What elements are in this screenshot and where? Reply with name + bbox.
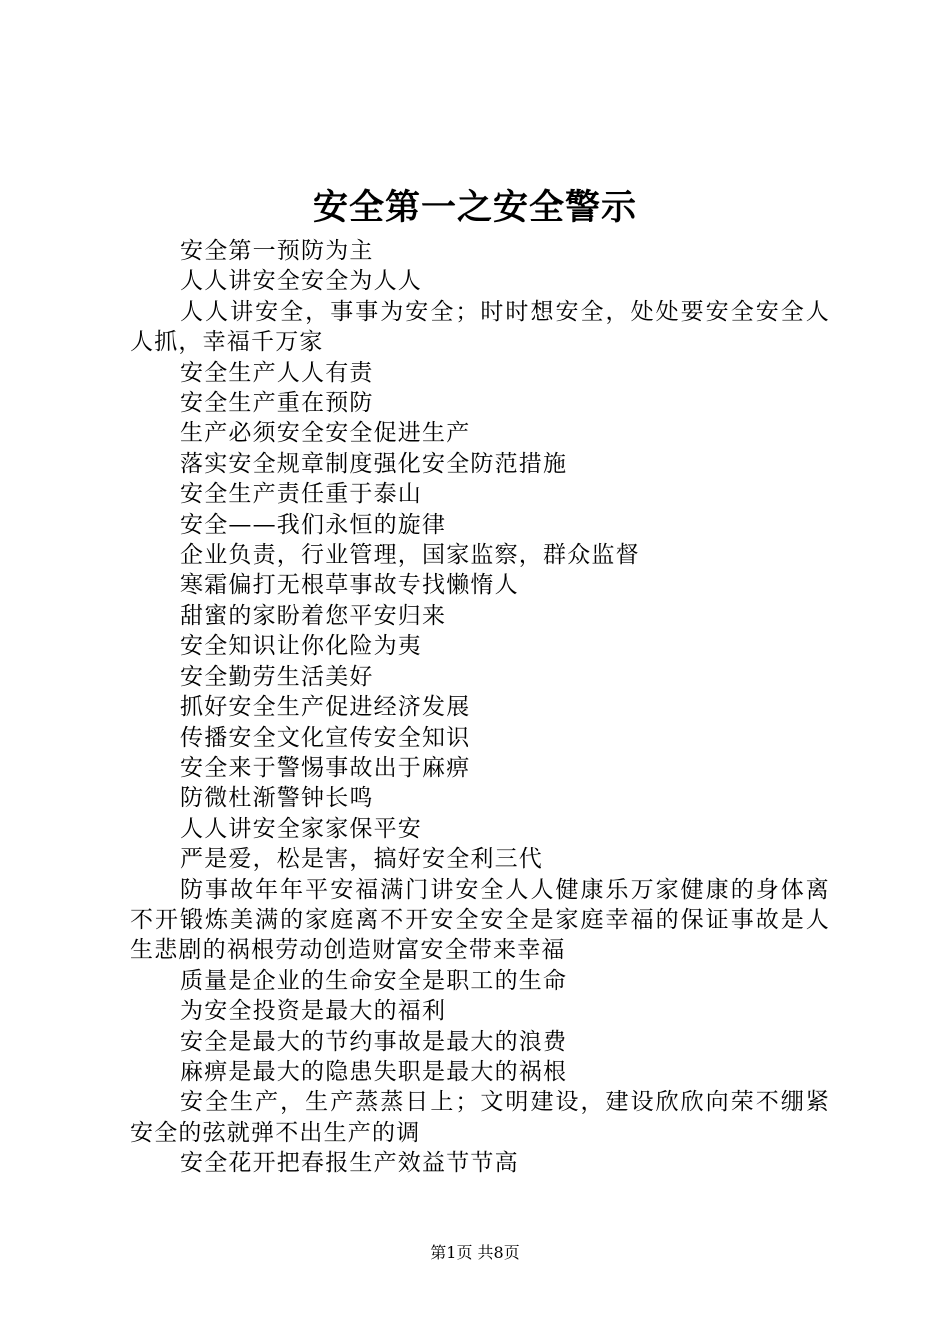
paragraph: 安全生产人人有责 [180, 359, 374, 386]
paragraph: 安全生产，生产蒸蒸日上；文明建设，建设欣欣向荣不绷紧安全的弦就弹不出生产的调 [130, 1089, 830, 1146]
document-body [130, 236, 830, 1179]
page-number-footer: 第1页 共8页 [430, 1243, 520, 1262]
paragraph: 麻痹是最大的隐患失职是最大的祸根 [180, 1058, 568, 1085]
paragraph: 质量是企业的生命安全是职工的生命 [180, 967, 568, 994]
paragraph: 传播安全文化宣传安全知识 [180, 724, 471, 751]
paragraph: 安全生产重在预防 [180, 390, 374, 417]
paragraph: 安全——我们永恒的旋律 [180, 511, 447, 538]
paragraph: 安全勤劳生活美好 [180, 663, 374, 690]
paragraph: 寒霜偏打无根草事故专找懒惰人 [180, 572, 519, 599]
paragraph: 安全第一预防为主 [180, 238, 374, 264]
paragraph: 安全知识让你化险为夷 [180, 633, 422, 660]
paragraph: 人人讲安全家家保平安 [180, 815, 422, 842]
paragraph: 安全是最大的节约事故是最大的浪费 [180, 1028, 568, 1055]
paragraph: 生产必须安全安全促进生产 [180, 420, 471, 447]
paragraph: 抓好安全生产促进经济发展 [180, 694, 471, 721]
paragraph: 安全来于警惕事故出于麻痹 [180, 754, 471, 781]
paragraph: 人人讲安全安全为人人 [180, 268, 422, 295]
paragraph: 防事故年年平安福满门讲安全人人健康乐万家健康的身体离不开锻炼美满的家庭离不开安全安全是家庭幸福的保证事故是人生悲剧的祸根劳动创造财富安全带来幸福 [130, 876, 830, 964]
paragraph: 落实安全规章制度强化安全防范措施 [180, 450, 568, 477]
paragraph: 防微杜渐警钟长鸣 [180, 785, 374, 812]
document-title: 安全第一之安全警示 [312, 187, 637, 228]
paragraph: 企业负责，行业管理，国家监察，群众监督 [180, 542, 640, 569]
paragraph: 严是爱，松是害，搞好安全利三代 [180, 846, 543, 873]
paragraph: 安全花开把春报生产效益节节高 [180, 1150, 519, 1177]
paragraph: 人人讲安全，事事为安全；时时想安全，处处要安全安全人人抓，幸福千万家 [130, 298, 830, 356]
paragraph: 安全生产责任重于泰山 [180, 481, 422, 508]
paragraph: 为安全投资是最大的福利 [180, 998, 447, 1025]
paragraph: 甜蜜的家盼着您平安归来 [180, 602, 447, 629]
